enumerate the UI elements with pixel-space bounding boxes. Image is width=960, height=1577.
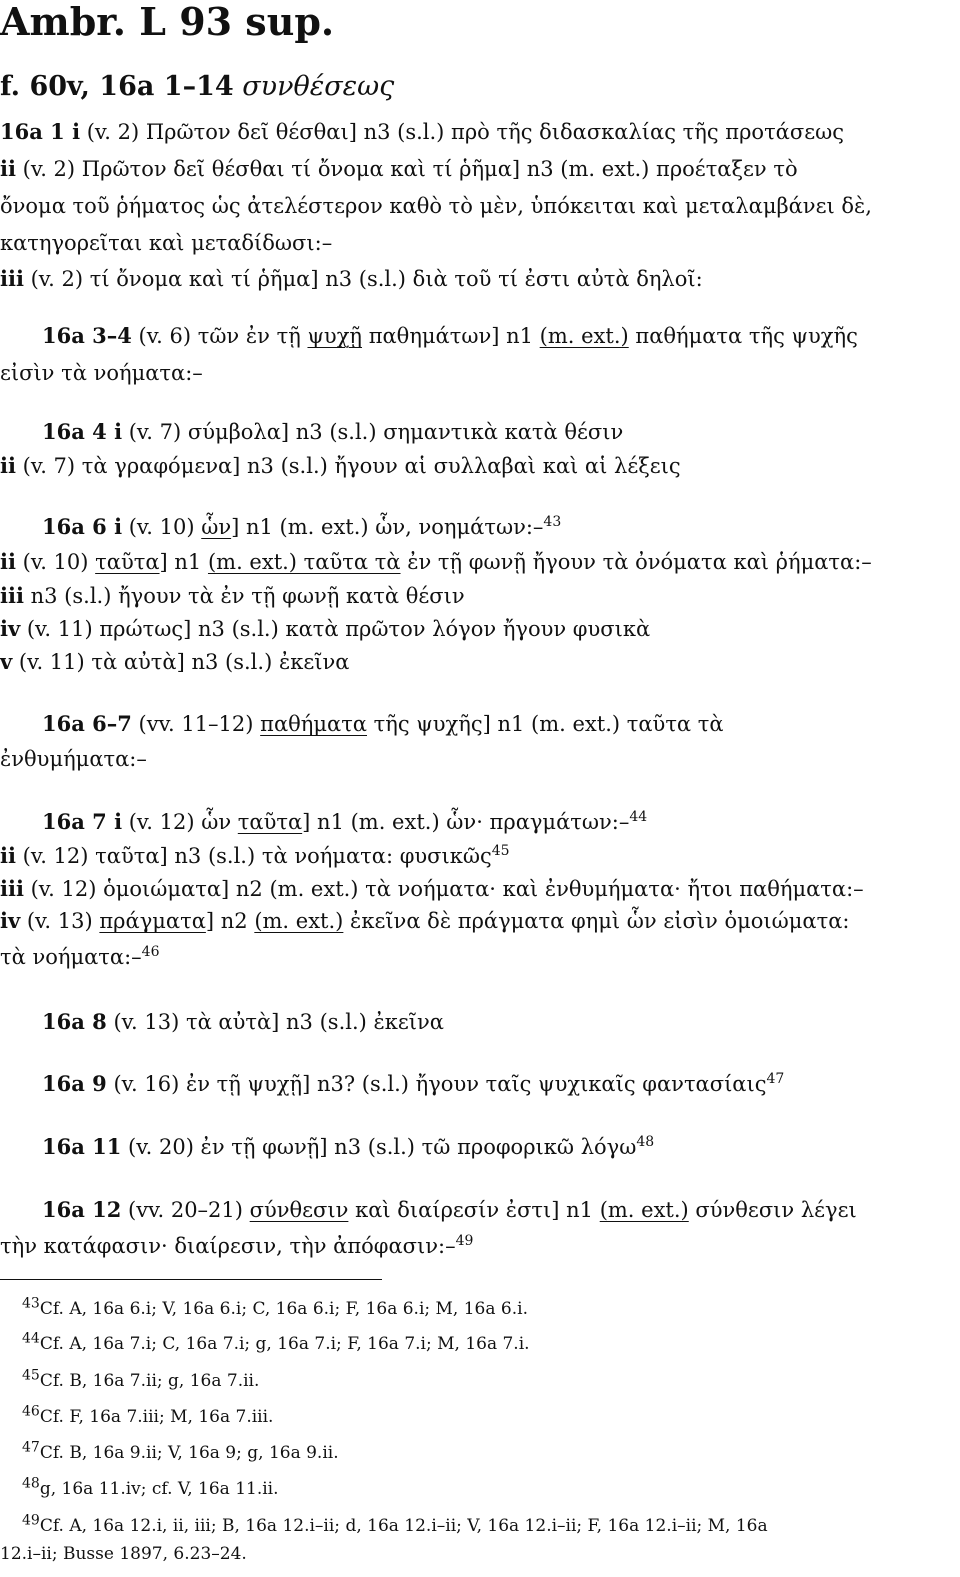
entry-line (0, 615, 650, 643)
entry-line (0, 582, 465, 610)
entry-line (42, 418, 623, 446)
entry-ref: 16a 6–7 (42, 711, 132, 736)
footnote-text: Cf. F, 16a 7.iii; M, 16a 7.iii. (39, 1407, 274, 1427)
entry-line (42, 808, 647, 836)
entry-text: ] n1 (m. ext.) ὧν, νοημάτων:– (231, 515, 544, 539)
entry-ref: 16a 6 i (42, 514, 123, 539)
entry-text: τὰ νοήματα:– (0, 945, 142, 969)
entry-ref: 16a 1 i (0, 119, 81, 144)
entry-line (42, 1196, 857, 1224)
entry-ref: 16a 3–4 (42, 323, 132, 348)
footnote (22, 1405, 273, 1429)
entry-line (0, 943, 160, 971)
entry-line (0, 648, 349, 676)
entry-text: σύνθεσιν λέγει (688, 1198, 857, 1222)
entry-line (0, 842, 510, 870)
footnote (22, 1514, 768, 1538)
entry-text: (v. 11) πρώτως] n3 (s.l.) κατὰ πρῶτον λόγον ἤγουν φυσικὰ (20, 617, 651, 641)
entry-text: παθημάτων] n1 (362, 324, 540, 348)
entry-ref: 16a 7 i (42, 809, 123, 834)
footnote-text: g, 16a 11.iv; cf. V, 16a 11.ii. (39, 1479, 279, 1499)
entry-text: εἰσὶν τὰ νοήματα:– (0, 361, 203, 385)
entry-text: (v. 12) ὁμοιώματα] n2 (m. ext.) τὰ νοήματα· καὶ ἐνθυμήματα· ἤτοι παθήματα:– (23, 877, 864, 901)
entry-text: (v. 16) ἐν τῇ ψυχῇ] n3? (s.l.) ἤγουν ταῖς ψυχικαῖς φαντασίαις (106, 1072, 767, 1096)
footnote-text: Cf. A, 16a 12.i, ii, iii; B, 16a 12.i–ii; d, 16a 12.i–ii; V, 16a 12.i–ii; F, 16a 12.i–ii; M, 16a (39, 1516, 768, 1536)
entry-ref: 16a 12 (42, 1197, 122, 1222)
entry-line (0, 1232, 473, 1260)
footnote (22, 1477, 279, 1501)
page-title: Ambr. L 93 sup. (0, 0, 335, 44)
underlined-text: (m. ext.) (599, 1198, 689, 1222)
entry-ref: ii (0, 549, 16, 574)
entry-text: (vv. 20–21) (121, 1198, 250, 1222)
underlined-text: ταῦτα (95, 550, 160, 574)
footnote-number: 46 (22, 1403, 40, 1420)
footnote-marker[interactable]: 44 (629, 809, 648, 825)
entry-ref: iii (0, 876, 24, 901)
entry-line (42, 322, 858, 350)
underlined-text: πράγματα (99, 909, 206, 933)
entry-line (0, 548, 872, 576)
entry-line (0, 907, 849, 935)
entry-text: (v. 10) (122, 515, 202, 539)
entry-ref: ii (0, 453, 16, 478)
entry-text: τὴν κατάφασιν· διαίρεσιν, τὴν ἀπόφασιν:– (0, 1234, 456, 1258)
entry-line (0, 192, 872, 220)
footnote-marker[interactable]: 48 (636, 1134, 655, 1150)
entry-ref: v (0, 649, 13, 674)
footnote-number: 49 (22, 1512, 40, 1529)
entry-text: (v. 12) ὧν (122, 810, 238, 834)
entry-text: ] n1 (m. ext.) ὧν· πραγμάτων:– (302, 810, 630, 834)
section-word: συνθέσεως (242, 71, 395, 102)
entry-ref: ii (0, 843, 16, 868)
entry-text: κατηγορεῖται καὶ μεταδίδωσι:– (0, 231, 333, 255)
entry-text: (v. 12) ταῦτα] n3 (s.l.) τὰ νοήματα: φυσικῶς (15, 844, 492, 868)
entry-text: καὶ διαίρεσίν ἐστι] n1 (348, 1198, 600, 1222)
footnote-text: Cf. B, 16a 7.ii; g, 16a 7.ii. (39, 1371, 260, 1391)
footnote-marker[interactable]: 47 (766, 1071, 785, 1087)
entry-line (0, 452, 681, 480)
section-folio: f. 60v, 16a 1–14 (0, 71, 234, 102)
underlined-text: ψυχῇ (307, 324, 363, 348)
entry-ref: 16a 8 (42, 1009, 107, 1034)
footnote-text: 12.i–ii; Busse 1897, 6.23–24. (0, 1544, 247, 1564)
entry-line (0, 745, 147, 773)
entry-line (42, 710, 724, 738)
footnote-number: 48 (22, 1475, 40, 1492)
entry-text: ἐν τῇ φωνῇ ἤγουν τὰ ὀνόματα καὶ ῥήματα:– (400, 550, 872, 574)
footnote-marker[interactable]: 46 (141, 944, 160, 960)
entry-text: (v. 10) (15, 550, 96, 574)
footnote-number: 43 (22, 1295, 40, 1312)
entry-text: (v. 7) σύμβολα] n3 (s.l.) σημαντικὰ κατὰ θέσιν (122, 420, 624, 444)
footnote-continuation (0, 1542, 247, 1566)
underlined-text: ταῦτα (237, 810, 303, 834)
entry-text: (v. 13) τὰ αὐτὰ] n3 (s.l.) ἐκεῖνα (106, 1010, 444, 1034)
entry-line (42, 1070, 784, 1098)
entry-line (42, 1008, 444, 1036)
entry-text: (v. 11) τὰ αὐτὰ] n3 (s.l.) ἐκεῖνα (12, 650, 350, 674)
entry-ref: 16a 11 (42, 1134, 122, 1159)
entry-text: τῆς ψυχῆς] n1 (m. ext.) ταῦτα τὰ (367, 712, 724, 736)
entry-ref: 16a 4 i (42, 419, 123, 444)
entry-ref: iv (0, 908, 21, 933)
underlined-text: (m. ext.) (254, 909, 344, 933)
entry-text: (v. 13) (20, 909, 100, 933)
footnote (22, 1297, 528, 1321)
footnote-number: 44 (22, 1330, 40, 1347)
footnote-marker[interactable]: 43 (543, 514, 562, 530)
entry-text: ὄνομα τοῦ ῥήματος ὡς ἀτελέστερον καθὸ τὸ μὲν, ὑπόκειται καὶ μεταλαμβάνει δὲ, (0, 194, 872, 218)
underlined-text: σύνθεσιν (249, 1198, 349, 1222)
entry-text: ἐνθυμήματα:– (0, 747, 147, 771)
entry-text: παθήματα τῆς ψυχῆς (628, 324, 858, 348)
footnote-number: 47 (22, 1439, 40, 1456)
entry-line (0, 875, 864, 903)
underlined-text: ὧν (201, 515, 232, 539)
footnote-marker[interactable]: 45 (491, 843, 510, 859)
entry-ref: iii (0, 266, 24, 291)
entry-ref: 16a 9 (42, 1071, 107, 1096)
footnote (22, 1441, 339, 1465)
entry-text: (v. 7) τὰ γραφόμενα] n3 (s.l.) ἤγουν αἱ συλλαβαὶ καὶ αἱ λέξεις (15, 454, 681, 478)
footnote-text: Cf. A, 16a 7.i; C, 16a 7.i; g, 16a 7.i; F, 16a 7.i; M, 16a 7.i. (39, 1334, 530, 1354)
entry-ref: iii (0, 583, 24, 608)
footnote (22, 1332, 530, 1356)
entry-text: ] n1 (159, 550, 208, 574)
footnote-number: 45 (22, 1367, 40, 1384)
entry-line (0, 229, 332, 257)
entry-line (0, 155, 798, 183)
footnote-text: Cf. A, 16a 6.i; V, 16a 6.i; C, 16a 6.i; F, 16a 6.i; M, 16a 6.i. (39, 1299, 528, 1319)
entry-text: (vv. 11–12) (131, 712, 261, 736)
entry-text: ] n2 (205, 909, 255, 933)
footnote-text: Cf. B, 16a 9.ii; V, 16a 9; g, 16a 9.ii. (39, 1443, 339, 1463)
footnote-marker[interactable]: 49 (455, 1233, 474, 1249)
entry-line (42, 513, 561, 541)
footnote-divider (0, 1279, 382, 1280)
entry-ref: iv (0, 616, 21, 641)
entry-text: (v. 2) τί ὄνομα καὶ τί ῥῆμα] n3 (s.l.) διὰ τοῦ τί ἐστι αὐτὰ δηλοῖ: (23, 267, 703, 291)
entry-text: (v. 20) ἐν τῇ φωνῇ] n3 (s.l.) τῶ προφορικῶ λόγω (121, 1135, 637, 1159)
entry-line (0, 359, 203, 387)
underlined-text: (m. ext.) (539, 324, 629, 348)
footnote (22, 1369, 259, 1393)
section-heading (0, 70, 394, 104)
underlined-text: (m. ext.) ταῦτα τὰ (207, 550, 401, 574)
entry-line (0, 118, 844, 146)
entry-text: ἐκεῖνα δὲ πράγματα φημὶ ὧν εἰσὶν ὁμοιώματα: (343, 909, 850, 933)
entry-line (42, 1133, 654, 1161)
entry-text: (v. 2) Πρῶτον δεῖ θέσθαι] n3 (s.l.) πρὸ τῆς διδασκαλίας τῆς προτάσεως (80, 120, 844, 144)
entry-text: (v. 6) τῶν ἐν τῇ (131, 324, 308, 348)
entry-text: (v. 2) Πρῶτον δεῖ θέσθαι τί ὄνομα καὶ τί ῥῆμα] n3 (m. ext.) προέταξεν τὸ (15, 157, 798, 181)
underlined-text: παθήματα (260, 712, 367, 736)
entry-text: n3 (s.l.) ἤγουν τὰ ἐν τῇ φωνῇ κατὰ θέσιν (23, 584, 465, 608)
entry-line (0, 265, 703, 293)
entry-ref: ii (0, 156, 16, 181)
